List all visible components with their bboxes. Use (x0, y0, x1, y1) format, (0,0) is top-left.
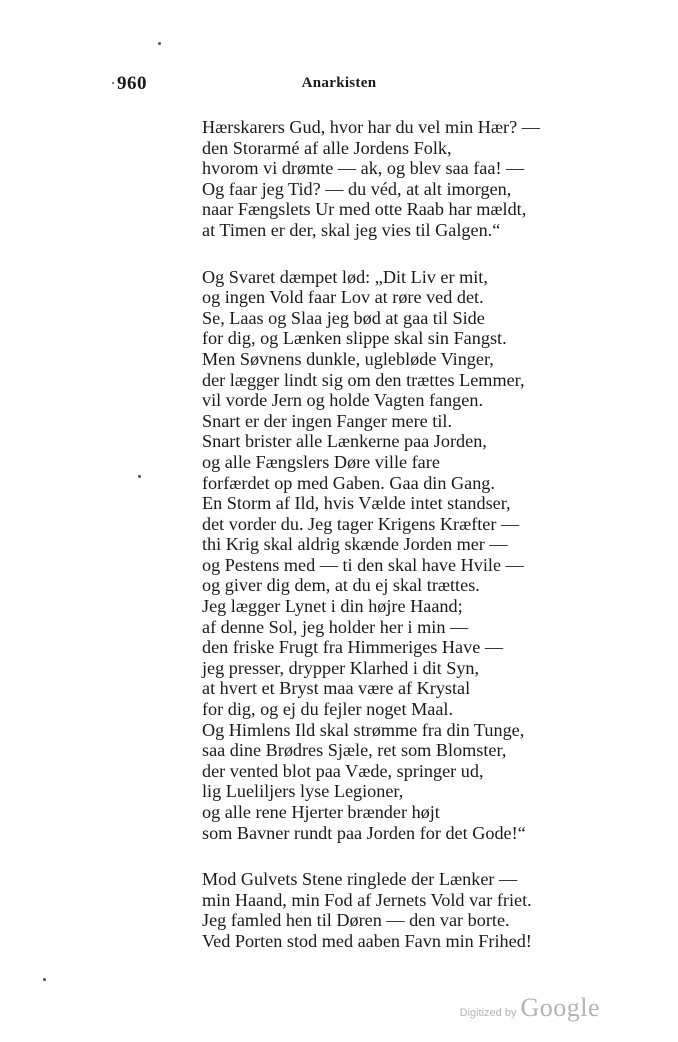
poem-line: og giver dig dem, at du ej skal trættes. (202, 575, 480, 596)
poem-line: Ved Porten stod med aaben Favn min Frihed! (202, 930, 532, 951)
running-title: Anarkisten (301, 75, 377, 91)
scan-speck (43, 978, 46, 981)
poem-line: lig Lueliljers lyse Legioner, (202, 781, 404, 802)
google-logo: Google (520, 993, 600, 1022)
stanza-2 (202, 267, 642, 844)
poem-line: saa dine Brødres Sjæle, ret som Blomster, (202, 740, 507, 761)
watermark-prefix: Digitized by (459, 1007, 517, 1019)
poem-line: som Bavner rundt paa Jorden for det Gode!“ (202, 822, 526, 843)
scan-speck (138, 475, 141, 478)
poem-line: at hvert et Bryst maa være af Krystal (202, 678, 471, 699)
stanza-3 (202, 869, 642, 951)
poem-line: min Haand, min Fod af Jernets Vold var friet. (202, 889, 532, 910)
poem-line: Snart er der ingen Fanger mere til. (202, 410, 452, 431)
poem-line: den Storarmé af alle Jordens Folk, (202, 137, 452, 158)
poem-line: Mod Gulvets Stene ringlede der Lænker — (202, 869, 518, 890)
poem-line: naar Fængslets Ur med otte Raab har mældt, (202, 199, 527, 220)
poem-line: der lægger lindt sig om den trættes Lemmer, (202, 369, 525, 390)
scan-speck (158, 42, 161, 45)
page-number: 960 (117, 73, 147, 94)
poem-line: der vented blot paa Væde, springer ud, (202, 760, 484, 781)
digitized-watermark (460, 993, 600, 1023)
poem-line: for dig, og Lænken slippe skal sin Fangst. (202, 328, 507, 349)
poem-line: og ingen Vold faar Lov at røre ved det. (202, 287, 484, 308)
poem-line: det vorder du. Jeg tager Krigens Kræfter — (202, 513, 520, 534)
poem-line: Se, Laas og Slaa jeg bød at gaa til Side (202, 307, 485, 328)
poem-line: Men Søvnens dunkle, uglebløde Vinger, (202, 348, 494, 369)
poem-line: den friske Frugt fra Himmeriges Have — (202, 637, 504, 658)
poem-line: og Pestens med — ti den skal have Hvile — (202, 554, 524, 575)
poem-line: at Timen er der, skal jeg vies til Galgen.“ (202, 219, 501, 240)
poem-line: for dig, og ej du fejler noget Maal. (202, 699, 454, 720)
poem-line: og alle Fængslers Døre ville fare (202, 451, 440, 472)
poem-line: thi Krig skal aldrig skænde Jorden mer — (202, 534, 508, 555)
stanza-1 (202, 117, 642, 241)
poem-line: Jeg famled hen til Døren — den var borte. (202, 910, 510, 931)
poem-line: En Storm af Ild, hvis Vælde intet standser, (202, 493, 511, 514)
poem-line: forfærdet op med Gaben. Gaa din Gang. (202, 472, 495, 493)
poem-line: Snart brister alle Lænkerne paa Jorden, (202, 431, 487, 452)
poem-line: af denne Sol, jeg holder her i min — (202, 616, 469, 637)
poem-body (202, 117, 642, 952)
poem-line: Og faar jeg Tid? — du véd, at alt imorgen, (202, 178, 512, 199)
poem-line: jeg presser, drypper Klarhed i dit Syn, (202, 657, 480, 678)
poem-line: Og Svaret dæmpet lød: „Dit Liv er mit, (202, 266, 488, 287)
poem-line: og alle rene Hjerter brænder højt (202, 802, 440, 822)
poem-line: Og Himlens Ild skal strømme fra din Tunge, (202, 719, 525, 740)
poem-line: vil vorde Jern og holde Vagten fangen. (202, 390, 483, 411)
poem-line: Hærskarers Gud, hvor har du vel min Hær? — (202, 117, 540, 137)
poem-line: Jeg lægger Lynet i din højre Haand; (202, 596, 463, 617)
poem-line: hvorom vi drømte — ak, og blev saa faa! — (202, 158, 525, 179)
